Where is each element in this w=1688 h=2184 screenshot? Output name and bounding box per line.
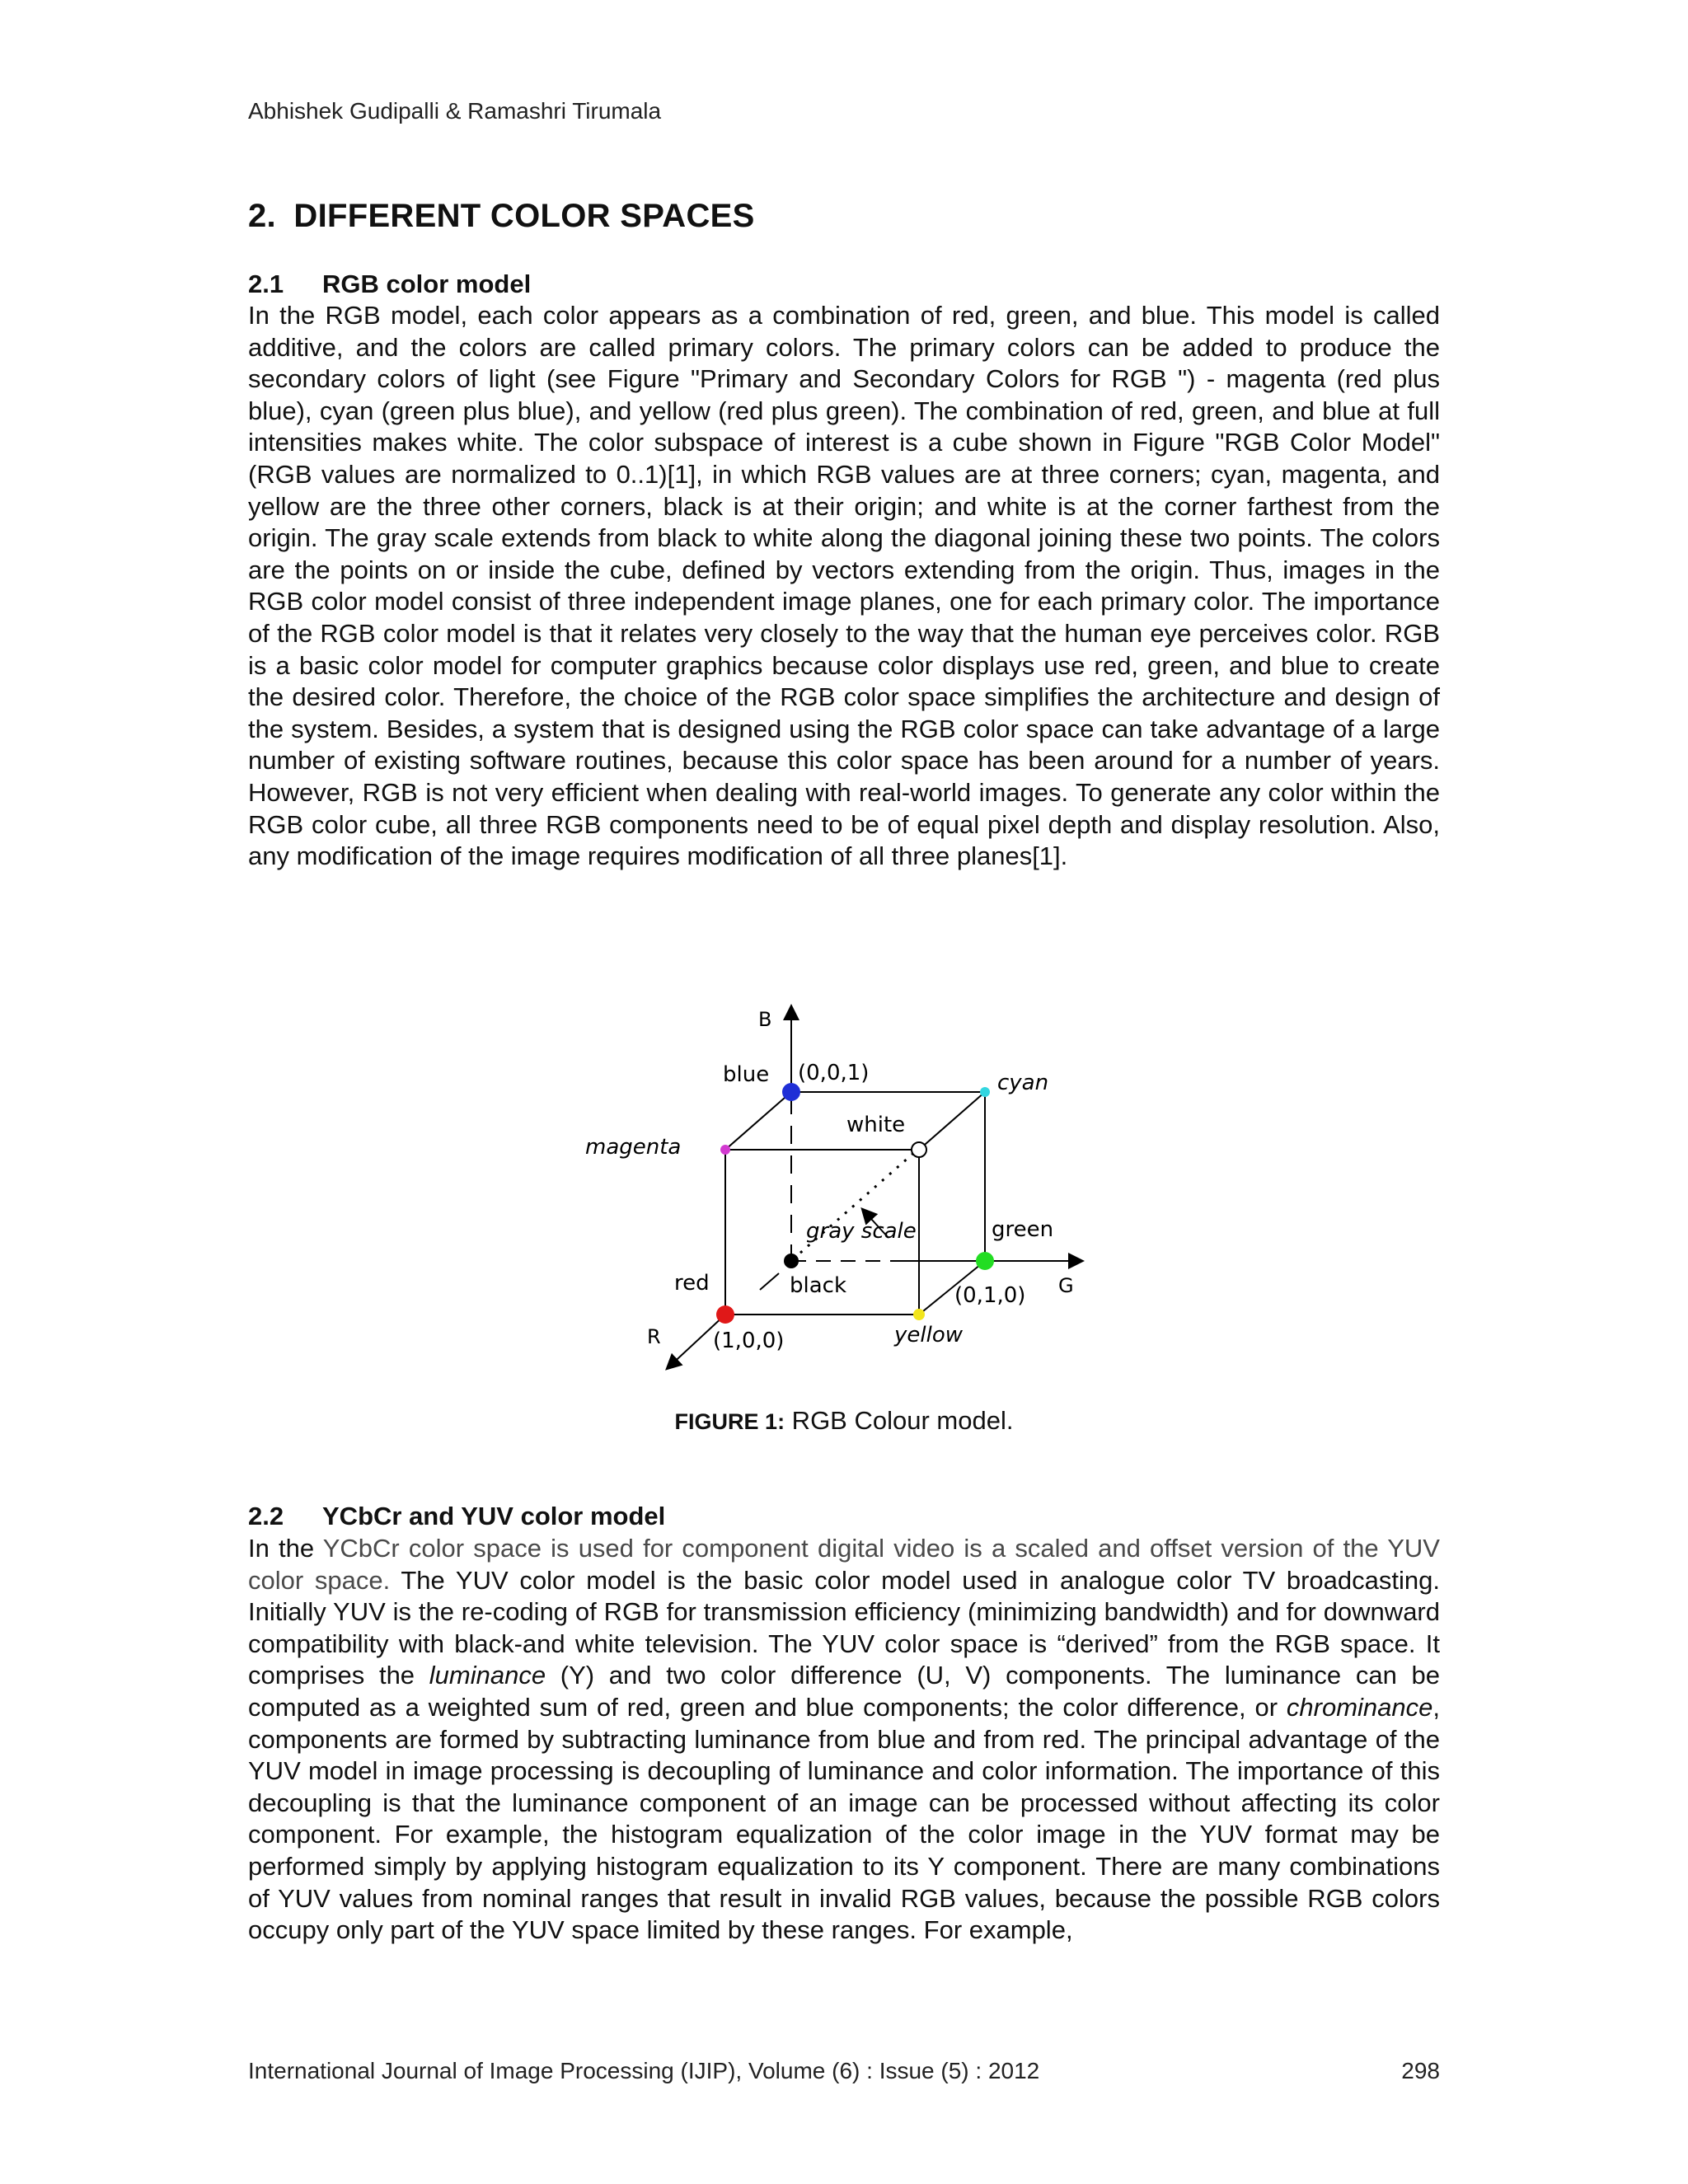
chrominance-term: chrominance xyxy=(1286,1692,1433,1722)
running-header-authors: Abhishek Gudipalli & Ramashri Tirumala xyxy=(248,98,662,124)
yellow-corner-dot xyxy=(913,1309,925,1320)
magenta-corner-dot xyxy=(720,1145,730,1155)
white-label: white xyxy=(846,1113,906,1137)
red-coord-label: (1,0,0) xyxy=(713,1329,785,1353)
subsection-title: RGB color model xyxy=(322,269,532,298)
footer-journal: International Journal of Image Processing (IJIP), Volume (6) : Issue (5) : 2012 xyxy=(248,2058,1040,2083)
b-axis-label: B xyxy=(758,1008,772,1031)
r-axis-label: R xyxy=(647,1325,661,1348)
paragraph-intro: In the xyxy=(248,1534,323,1563)
magenta-label: magenta xyxy=(585,1135,682,1160)
subsection-title: YCbCr and YUV color model xyxy=(322,1502,666,1530)
green-coord-label: (0,1,0) xyxy=(954,1283,1026,1308)
cyan-corner-dot xyxy=(980,1087,990,1097)
blue-coord-label: (0,0,1) xyxy=(798,1061,870,1085)
paragraph-grey-text: YCbCr color space is used for component digital video is a scaled and offset version of the YUV color space. xyxy=(248,1534,1440,1595)
cyan-label: cyan xyxy=(997,1071,1049,1095)
blue-corner-dot xyxy=(782,1083,800,1101)
subsection-number: 2.1 xyxy=(248,269,284,298)
subsection-number: 2.2 xyxy=(248,1502,284,1530)
green-label: green xyxy=(992,1217,1054,1242)
paragraph-text-a: The YUV color model is the basic color model used in analogue color TV broadcasting. Initially YUV is the re-coding of RGB for transmission efficiency (minimizing bandwidth) and for downward compatibility with black-and white television. The YUV color space is “derived” from the RGB space. It comprises the xyxy=(248,1565,1440,1690)
white-corner-dot xyxy=(912,1142,926,1157)
rgb-paragraph: In the RGB model, each color appears as a combination of red, green, and blue. This model is called additive, and the colors are called primary colors. The primary colors can be added to produce the secondary colors of light (see Figure "Primary and Secondary Colors for RGB ") - magenta (red plus blue), cyan (green plus blue), and yellow (red plus green). The combination of red, green, and blue at full intensities makes white. The color subspace of interest is a cube shown in Figure "RGB Color Model" (RGB values are normalized to 0..1)[1], in which RGB values are at three corners; cyan, magenta, and yellow are the three other corners, black is at their origin; and white is at the corner farthest from the origin. The gray scale extends from black to white along the diagonal joining these two points. The colors are the points on or inside the cube, defined by vectors extending from the origin. Thus, images in the RGB color model consist of three independent image planes, one for each primary color. The importance of the RGB color model is that it relates very closely to the way that the human eye perceives color. RGB is a basic color model for computer graphics because color displays use red, green, and blue to create the desired color. Therefore, the choice of the RGB color space simplifies the architecture and design of the system. Besides, a system that is designed using the RGB color space can take advantage of a large number of existing software routines, because this color space has been around for a number of years. However, RGB is not very efficient when dealing with real-world images. To generate any color within the RGB color cube, all three RGB components need to be of equal pixel depth and display resolution. Also, any modification of the image requires modification of all three planes[1]. xyxy=(248,301,1440,871)
rgb-cube-diagram xyxy=(577,997,1104,1376)
green-corner-dot xyxy=(976,1252,994,1270)
paragraph-text-c: , components are formed by subtracting luminance from blue and from red. The principal advantage of the YUV model in image processing is decoupling of luminance and color information. The importance of this decoupling is that the luminance component of an image can be processed without affecting its color component. For example, the histogram equalization of the color image in the YUV format may be performed simply by applying histogram equalization to its Y component. There are many combinations of YUV values from nominal ranges that result in invalid RGB values, because the possible RGB colors occupy only part of the YUV space limited by these ranges. For example, xyxy=(248,1692,1440,1945)
figure-caption xyxy=(0,1406,1688,1436)
black-label: black xyxy=(790,1273,847,1298)
g-axis-label: G xyxy=(1058,1274,1074,1297)
cube-edge xyxy=(919,1092,985,1150)
paragraph-text-b: (Y) and two color difference (U, V) components. The luminance can be computed as a weighted sum of red, green and blue components; the color difference, or xyxy=(248,1661,1440,1722)
page-number: 298 xyxy=(1401,2058,1440,2083)
yellow-label: yellow xyxy=(894,1323,964,1347)
section-heading xyxy=(248,198,755,235)
subsection-heading-rgb xyxy=(248,269,531,299)
gray-scale-label: gray scale xyxy=(806,1219,917,1244)
figure-caption-text: RGB Colour model. xyxy=(785,1406,1014,1435)
section-title: DIFFERENT COLOR SPACES xyxy=(293,198,755,234)
blue-label: blue xyxy=(723,1062,770,1087)
section-number: 2. xyxy=(248,198,276,234)
cube-edge xyxy=(725,1092,791,1150)
luminance-term: luminance xyxy=(429,1661,546,1690)
red-label: red xyxy=(674,1271,710,1296)
rgb-cube-figure xyxy=(577,997,1104,1376)
figure-caption-label: FIGURE 1: xyxy=(674,1409,785,1434)
ycbcr-paragraph xyxy=(248,1533,1440,1947)
red-corner-dot xyxy=(716,1305,734,1324)
hidden-edge xyxy=(760,1273,779,1290)
subsection-heading-ycbcr xyxy=(248,1502,665,1531)
black-corner-dot xyxy=(784,1254,799,1268)
